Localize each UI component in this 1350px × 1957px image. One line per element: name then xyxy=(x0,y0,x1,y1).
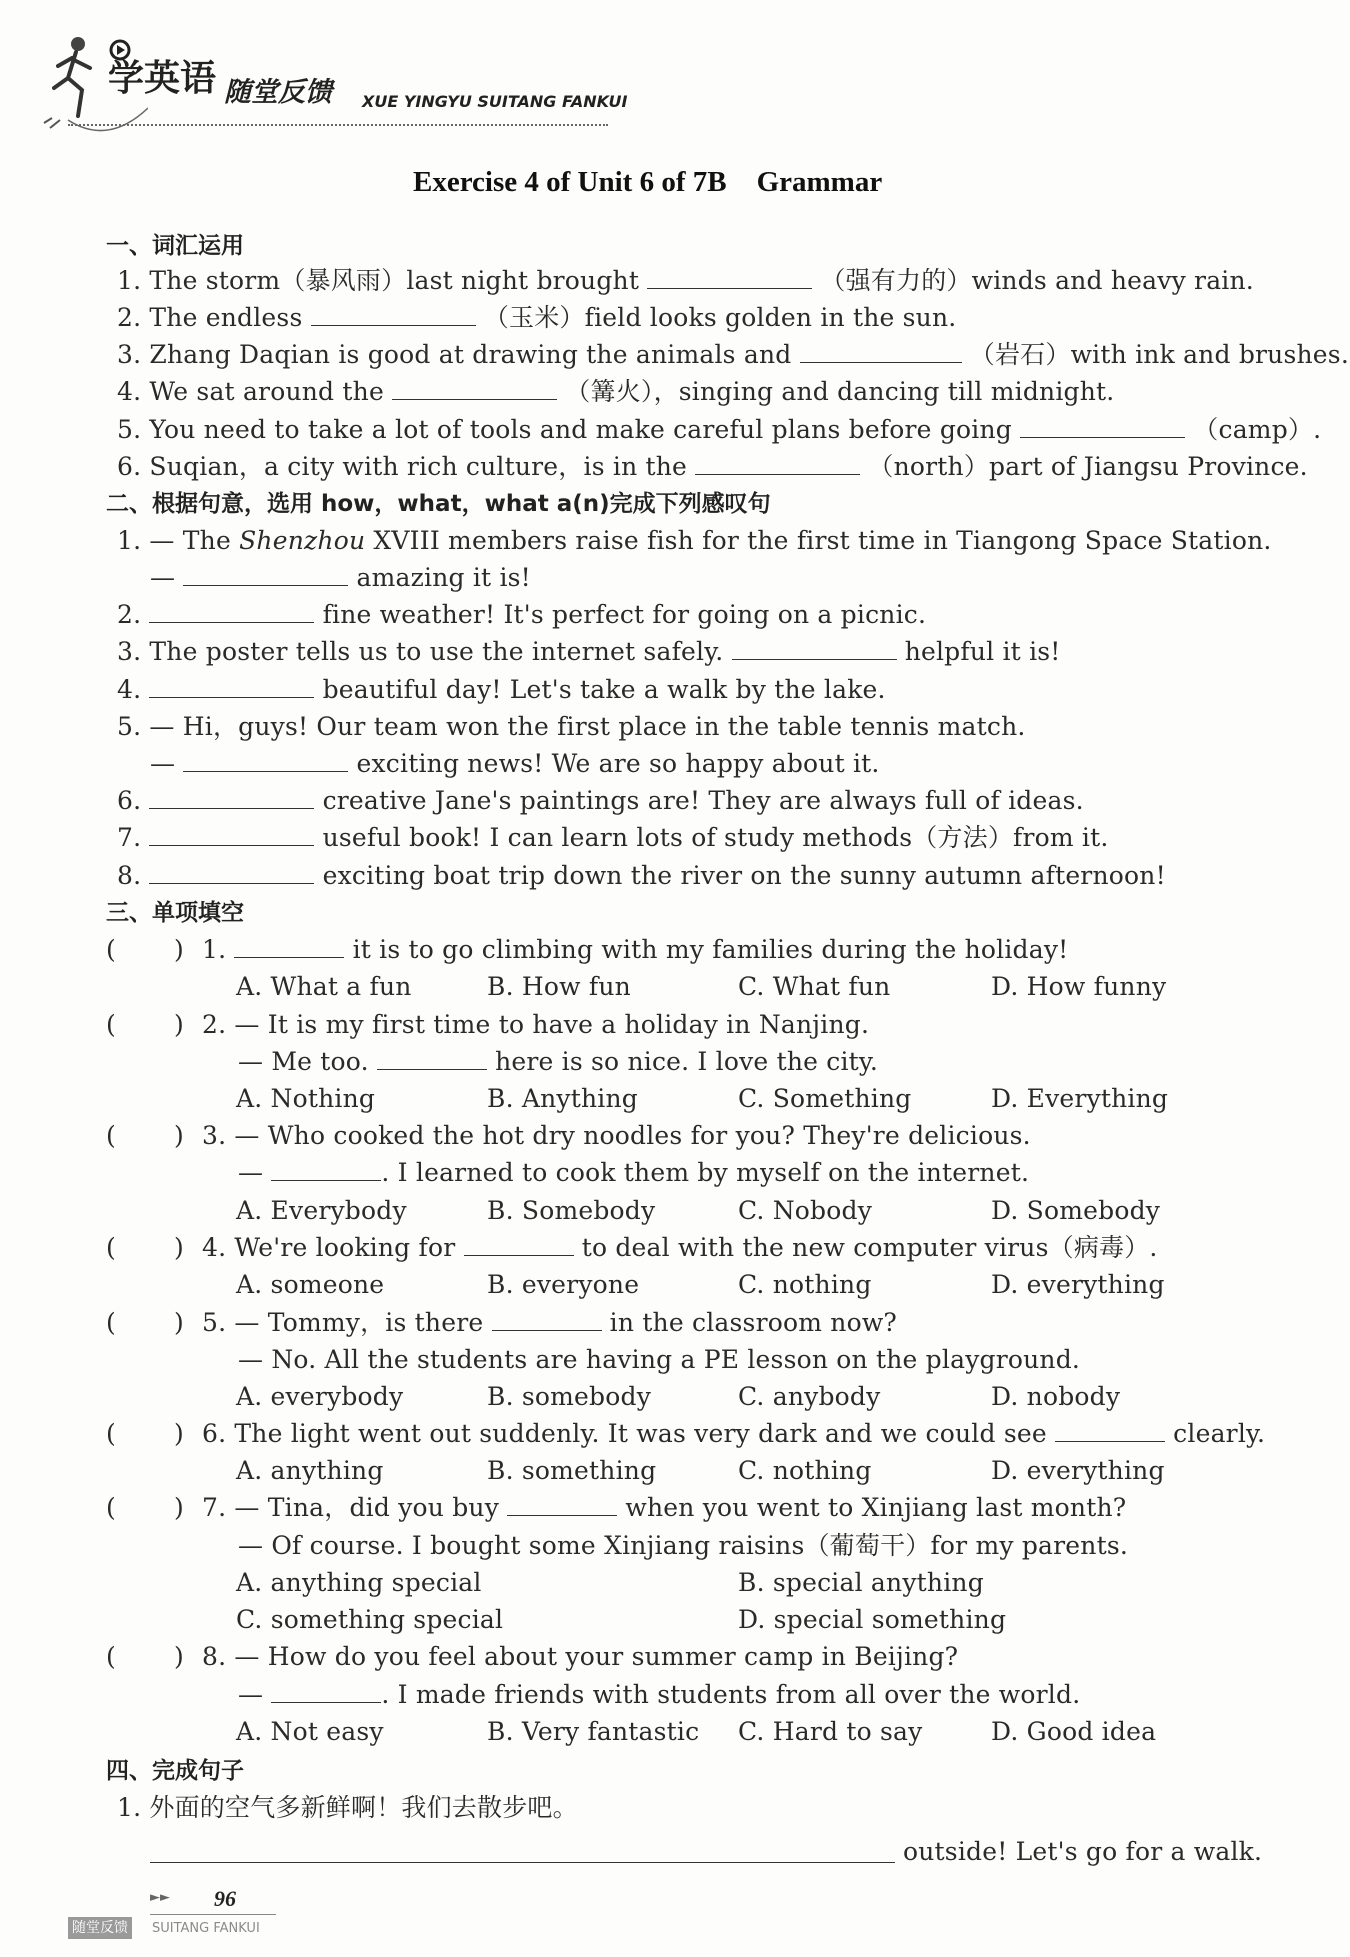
option-d[interactable]: D. Somebody xyxy=(991,1196,1161,1225)
footer-arrows: ►► xyxy=(150,1890,170,1905)
answer-blank[interactable] xyxy=(464,1233,574,1256)
s4-item-1-tail: outside! Let's go for a walk. xyxy=(903,1837,1263,1866)
option-a[interactable]: A. someone xyxy=(236,1270,385,1299)
option-a[interactable]: A. anything xyxy=(236,1456,384,1485)
answer-paren-close: ) xyxy=(174,1233,184,1262)
s2-item-7: 7. useful book! I can learn lots of study methods（方法）from it. xyxy=(117,823,1109,852)
option-b[interactable]: B. How fun xyxy=(487,972,631,1001)
answer-blank[interactable] xyxy=(507,1493,617,1516)
answer-blank[interactable] xyxy=(800,340,962,363)
s2-item-8: 8. exciting boat trip down the river on the sunny autumn afternoon! xyxy=(117,861,1166,890)
answer-paren-open[interactable]: ( xyxy=(106,1233,116,1262)
answer-blank[interactable] xyxy=(149,675,314,698)
s2-item-3: 3. The poster tells us to use the internet safely. helpful it is! xyxy=(117,637,1061,666)
option-c[interactable]: C. something special xyxy=(236,1605,504,1634)
answer-blank[interactable] xyxy=(183,563,348,586)
answer-blank[interactable] xyxy=(149,600,314,623)
footer-rule xyxy=(150,1914,276,1915)
option-a[interactable]: A. Nothing xyxy=(236,1084,376,1113)
s3-q7-stem: 7. — Tina，did you buy when you went to Xinjiang last month? xyxy=(202,1493,1127,1522)
title-main: Exercise 4 of Unit 6 of 7B xyxy=(413,166,727,198)
title-topic: Grammar xyxy=(756,166,883,198)
s2-item-1: 1. — The Shenzhou XVIII members raise fish for the first time in Tiangong Space Station. xyxy=(117,526,1272,555)
answer-blank[interactable] xyxy=(149,861,314,884)
s4-item-1: 1. 外面的空气多新鲜啊！我们去散步吧。 xyxy=(117,1793,578,1822)
s1-item-3: 3. Zhang Daqian is good at drawing the animals and （岩石）with ink and brushes. xyxy=(117,340,1349,369)
option-b[interactable]: B. everyone xyxy=(487,1270,640,1299)
answer-blank[interactable] xyxy=(271,1680,381,1703)
answer-paren-close: ) xyxy=(174,1308,184,1337)
answer-blank[interactable] xyxy=(234,935,344,958)
answer-blank[interactable] xyxy=(311,303,476,326)
answer-paren-close: ) xyxy=(174,935,184,964)
s3-q8-stem: 8. — How do you feel about your summer camp in Beijing? xyxy=(202,1642,959,1671)
s3-q5-stem: 5. — Tommy，is there in the classroom now? xyxy=(202,1308,898,1337)
answer-paren-close: ) xyxy=(174,1121,184,1150)
option-a[interactable]: A. What a fun xyxy=(236,972,412,1001)
s1-item-5: 5. You need to take a lot of tools and make careful plans before going （camp）. xyxy=(117,415,1322,444)
option-d[interactable]: D. Everything xyxy=(991,1084,1169,1113)
s1-item-2: 2. The endless （玉米）field looks golden in the sun. xyxy=(117,303,957,332)
answer-blank[interactable] xyxy=(149,786,314,809)
s3-q2-stem: 2. — It is my first time to have a holiday in Nanjing. xyxy=(202,1010,870,1039)
s2-item-5-reply: — exciting news! We are so happy about it. xyxy=(150,749,880,778)
option-d[interactable]: D. How funny xyxy=(991,972,1167,1001)
answer-paren-open[interactable]: ( xyxy=(106,1010,116,1039)
page-number: 96 xyxy=(214,1886,236,1911)
option-b[interactable]: B. somebody xyxy=(487,1382,652,1411)
s1-item-4: 4. We sat around the （篝火），singing and dancing till midnight. xyxy=(117,377,1115,406)
answer-paren-close: ) xyxy=(174,1010,184,1039)
option-c[interactable]: C. Something xyxy=(738,1084,912,1113)
answer-blank[interactable] xyxy=(1055,1419,1165,1442)
answer-paren-open[interactable]: ( xyxy=(106,1121,116,1150)
header-dots xyxy=(68,124,608,126)
s3-q5-line2: — No. All the students are having a PE lesson on the playground. xyxy=(238,1345,1081,1374)
s3-q6-stem: 6. The light went out suddenly. It was very dark and we could see clearly. xyxy=(202,1419,1266,1448)
answer-paren-close: ) xyxy=(174,1419,184,1448)
s3-q1-stem: 1. it is to go climbing with my families during the holiday! xyxy=(202,935,1069,964)
option-b[interactable]: B. special anything xyxy=(738,1568,984,1597)
option-b[interactable]: B. Very fantastic xyxy=(487,1717,700,1746)
answer-blank[interactable] xyxy=(732,637,897,660)
option-d[interactable]: D. nobody xyxy=(991,1382,1121,1411)
option-b[interactable]: B. Somebody xyxy=(487,1196,656,1225)
option-d[interactable]: D. special something xyxy=(738,1605,1007,1634)
answer-blank[interactable] xyxy=(695,452,860,475)
section1-heading: 一、词汇运用 xyxy=(106,233,244,259)
section4-heading: 四、完成句子 xyxy=(106,1758,244,1784)
s2-item-6: 6. creative Jane's paintings are! They are always full of ideas. xyxy=(117,786,1084,815)
option-c[interactable]: C. Hard to say xyxy=(738,1717,923,1746)
option-c[interactable]: C. nothing xyxy=(738,1456,872,1485)
answer-paren-close: ) xyxy=(174,1642,184,1671)
answer-blank[interactable] xyxy=(647,266,812,289)
answer-paren-open[interactable]: ( xyxy=(106,1493,116,1522)
option-d[interactable]: D. everything xyxy=(991,1456,1165,1485)
option-b[interactable]: B. something xyxy=(487,1456,657,1485)
answer-paren-open[interactable]: ( xyxy=(106,1642,116,1671)
option-a[interactable]: A. everybody xyxy=(236,1382,404,1411)
header-logo xyxy=(38,28,678,138)
s1-item-1: 1. The storm（暴风雨）last night brought （强有力的）winds and heavy rain. xyxy=(117,266,1254,295)
answer-paren-open[interactable]: ( xyxy=(106,935,116,964)
option-c[interactable]: C. anybody xyxy=(738,1382,881,1411)
s3-q3-line2: — . I learned to cook them by myself on the internet. xyxy=(238,1158,1030,1187)
option-a[interactable]: A. anything special xyxy=(236,1568,482,1597)
footer-label-py: SUITANG FANKUI xyxy=(152,1921,260,1936)
answer-line[interactable] xyxy=(150,1862,895,1863)
s2-item-5: 5. — Hi，guys! Our team won the first place in the table tennis match. xyxy=(117,712,1026,741)
option-c[interactable]: C. What fun xyxy=(738,972,891,1001)
section2-heading: 二、根据句意，选用 how，what，what a(n)完成下列感叹句 xyxy=(106,491,771,517)
option-a[interactable]: A. Not easy xyxy=(236,1717,384,1746)
s2-item-2: 2. fine weather! It's perfect for going on a picnic. xyxy=(117,600,927,629)
answer-blank[interactable] xyxy=(377,1047,487,1070)
s2-item-4: 4. beautiful day! Let's take a walk by the lake. xyxy=(117,675,886,704)
answer-blank[interactable] xyxy=(271,1158,381,1181)
answer-paren-close: ) xyxy=(174,1493,184,1522)
s1-item-6: 6. Suqian，a city with rich culture，is in the （north）part of Jiangsu Province. xyxy=(117,452,1308,481)
brand-sub: 随堂反馈 xyxy=(224,77,332,108)
s3-q4-stem: 4. We're looking for to deal with the new computer virus（病毒）. xyxy=(202,1233,1158,1262)
s3-q2-line2: — Me too. here is so nice. I love the city. xyxy=(238,1047,879,1076)
option-c[interactable]: C. Nobody xyxy=(738,1196,873,1225)
option-c[interactable]: C. nothing xyxy=(738,1270,872,1299)
answer-blank[interactable] xyxy=(392,377,557,400)
footer-label-cn: 随堂反馈 xyxy=(72,1920,128,1936)
answer-blank[interactable] xyxy=(492,1308,602,1331)
option-a[interactable]: A. Everybody xyxy=(236,1196,407,1225)
answer-paren-open[interactable]: ( xyxy=(106,1419,116,1448)
s3-q3-stem: 3. — Who cooked the hot dry noodles for you? They're delicious. xyxy=(202,1121,1031,1150)
s3-q8-line2: — . I made friends with students from all over the world. xyxy=(238,1680,1081,1709)
option-d[interactable]: D. everything xyxy=(991,1270,1165,1299)
answer-paren-open[interactable]: ( xyxy=(106,1308,116,1337)
answer-blank[interactable] xyxy=(1020,415,1185,438)
section3-heading: 三、单项填空 xyxy=(106,900,244,926)
option-d[interactable]: D. Good idea xyxy=(991,1717,1157,1746)
answer-blank[interactable] xyxy=(183,749,348,772)
s2-item-1-reply: — amazing it is! xyxy=(150,563,531,592)
brand-pinyin: XUE YINGYU SUITANG FANKUI xyxy=(362,92,628,111)
answer-blank[interactable] xyxy=(149,823,314,846)
brand-main: 学英语 xyxy=(108,58,217,99)
footer-badge xyxy=(68,1917,132,1939)
page-title xyxy=(413,166,882,199)
option-b[interactable]: B. Anything xyxy=(487,1084,638,1113)
s3-q7-line2: — Of course. I bought some Xinjiang raisins（葡萄干）for my parents. xyxy=(238,1531,1129,1560)
